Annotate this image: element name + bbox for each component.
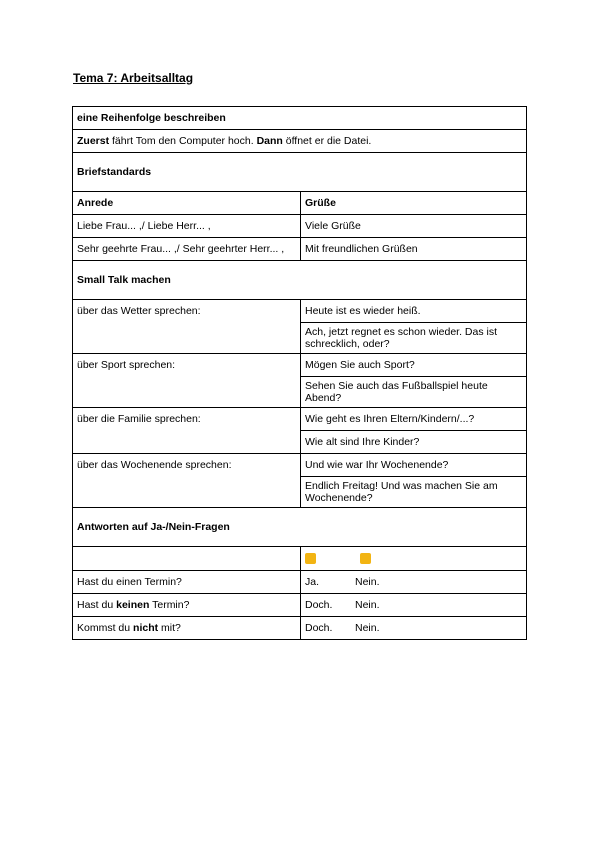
- empty-cell: [73, 547, 301, 571]
- sentence-part: öffnet er die Datei.: [282, 135, 372, 147]
- topic-cell: über das Wetter sprechen:: [73, 300, 301, 354]
- anrede-cell: Sehr geehrte Frau... ,/ Sehr geehrter Herr... ,: [73, 238, 301, 261]
- icon-cell: [301, 547, 527, 571]
- example-row: [73, 130, 527, 153]
- table-row: [73, 300, 527, 323]
- topic-cell: über das Wochenende sprechen:: [73, 454, 301, 508]
- question-cell: [73, 594, 301, 617]
- table-row: [73, 454, 527, 477]
- vocabulary-table: [72, 106, 527, 640]
- answer-negative: Nein.: [355, 599, 380, 611]
- section-heading-antworten: Antworten auf Ja-/Nein-Fragen: [73, 508, 527, 547]
- anrede-cell: Liebe Frau... ,/ Liebe Herr... ,: [73, 215, 301, 238]
- section-heading-row: [73, 508, 527, 547]
- question-cell: [73, 617, 301, 640]
- thumbs-down-icon: [360, 553, 371, 564]
- keyword-nicht: nicht: [133, 622, 159, 634]
- answer-positive: Doch.: [305, 599, 333, 611]
- column-header-row: [73, 192, 527, 215]
- phrase-cell: Wie geht es Ihren Eltern/Kindern/...?: [301, 408, 527, 431]
- topic-cell: über Sport sprechen:: [73, 354, 301, 408]
- question-part: Kommst du: [77, 622, 134, 634]
- phrase-cell: Wie alt sind Ihre Kinder?: [301, 431, 527, 454]
- keyword-keinen: keinen: [116, 599, 150, 611]
- example-sentence: [73, 130, 527, 153]
- table-row: [73, 571, 527, 594]
- phrase-cell: Heute ist es wieder heiß.: [301, 300, 527, 323]
- sentence-part: fährt Tom den Computer hoch.: [109, 135, 257, 147]
- table-row: [73, 408, 527, 431]
- keyword-dann: Dann: [256, 135, 283, 147]
- table-row: [73, 215, 527, 238]
- table-row: [73, 594, 527, 617]
- answer-cell: [301, 571, 527, 594]
- phrase-cell: Ach, jetzt regnet es schon wieder. Das ist schrecklich, oder?: [301, 323, 527, 354]
- question-part: Hast du: [77, 599, 117, 611]
- page-title: Tema 7: Arbeitsalltag: [73, 71, 194, 85]
- section-heading-smalltalk: Small Talk machen: [73, 261, 527, 300]
- section-heading-row: [73, 261, 527, 300]
- section-heading-row: [73, 107, 527, 130]
- gruss-cell: Viele Grüße: [301, 215, 527, 238]
- question-cell: Hast du einen Termin?: [73, 571, 301, 594]
- phrase-cell: Endlich Freitag! Und was machen Sie am Wochenende?: [301, 477, 527, 508]
- answer-positive: Doch.: [305, 622, 333, 634]
- table-row: [73, 354, 527, 377]
- column-header-gruesse: Grüße: [301, 192, 527, 215]
- keyword-zuerst: Zuerst: [77, 135, 110, 147]
- phrase-cell: Mögen Sie auch Sport?: [301, 354, 527, 377]
- question-part: Termin?: [149, 599, 190, 611]
- table-row: [73, 238, 527, 261]
- gruss-cell: Mit freundlichen Grüßen: [301, 238, 527, 261]
- phrase-cell: Sehen Sie auch das Fußballspiel heute Abend?: [301, 377, 527, 408]
- icon-row: [73, 547, 527, 571]
- phrase-cell: Und wie war Ihr Wochenende?: [301, 454, 527, 477]
- question-part: mit?: [158, 622, 181, 634]
- topic-cell: über die Familie sprechen:: [73, 408, 301, 454]
- section-heading-brief: Briefstandards: [73, 153, 527, 192]
- column-header-anrede: Anrede: [73, 192, 301, 215]
- answer-positive: Ja.: [305, 576, 320, 588]
- answer-negative: Nein.: [355, 576, 380, 588]
- section-heading-reihenfolge: eine Reihenfolge beschreiben: [73, 107, 527, 130]
- answer-cell: [301, 617, 527, 640]
- table-row: [73, 617, 527, 640]
- thumbs-up-icon: [305, 553, 316, 564]
- answer-cell: [301, 594, 527, 617]
- section-heading-row: [73, 153, 527, 192]
- answer-negative: Nein.: [355, 622, 380, 634]
